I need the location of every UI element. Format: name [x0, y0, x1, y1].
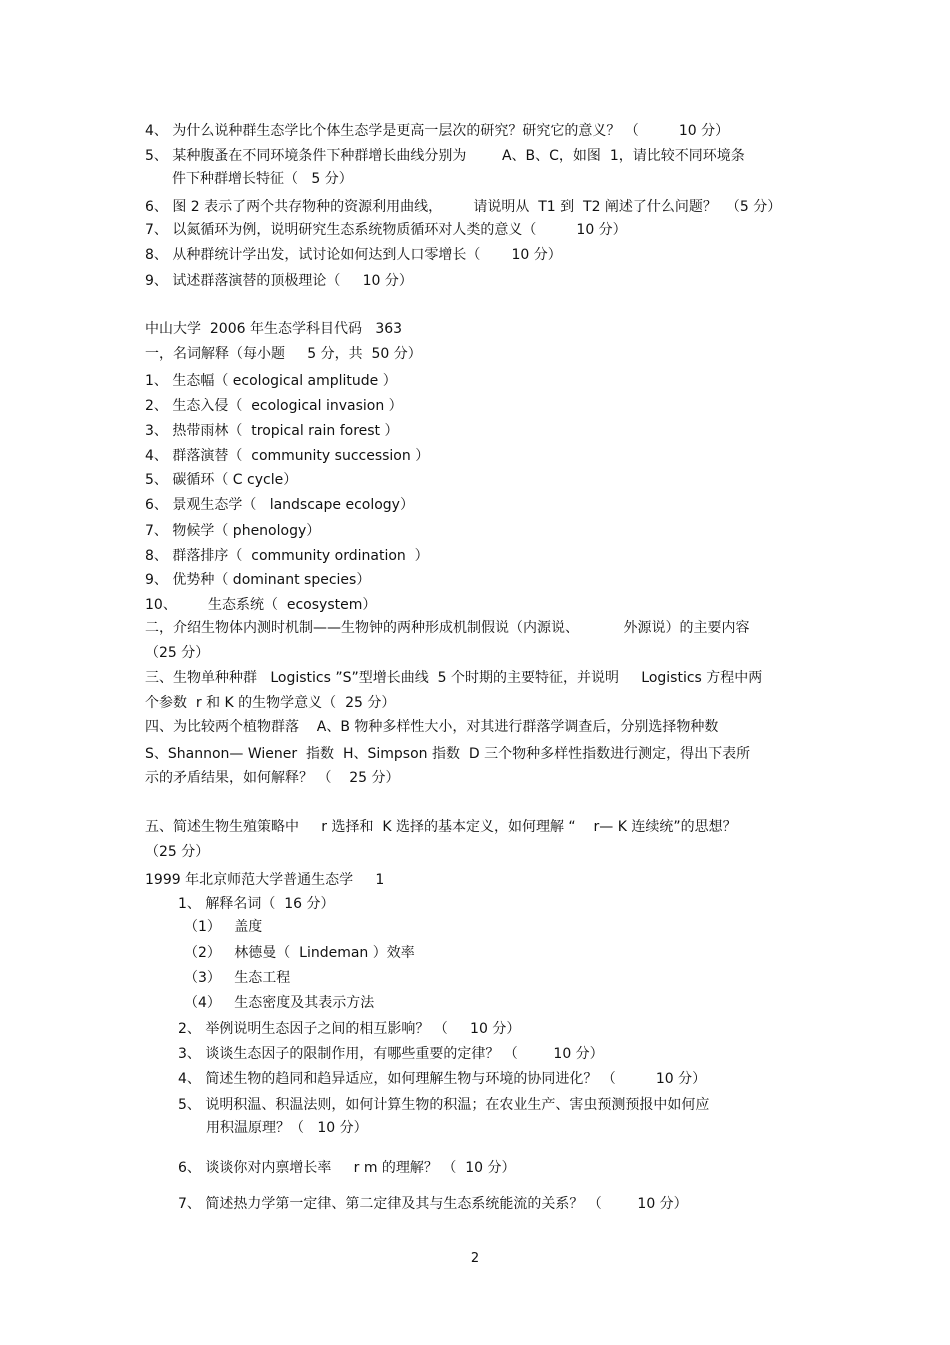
text-line: （3） 生态工程 [184, 970, 291, 986]
text-line: 2、 生态入侵（ ecological invasion ） [145, 398, 403, 414]
text-line: 用积温原理？（ 10 分） [206, 1120, 368, 1136]
text-line: 1999 年北京师范大学普通生态学 1 [145, 872, 385, 888]
text-line: 3、 谈谈生态因子的限制作用，有哪些重要的定律？ （ 10 分） [178, 1046, 604, 1062]
text-line: 1、 生态幅（ ecological amplitude ） [145, 373, 397, 389]
text-line: （4） 生态密度及其表示方法 [184, 995, 375, 1011]
text-line: 三、生物单种种群 Logistics ”S”型增长曲线 5 个时期的主要特征，并说明 Logistics 方程中两 [145, 670, 763, 686]
page-number: 2 [470, 1251, 480, 1266]
text-line: 中山大学 2006 年生态学科目代码 363 [145, 321, 403, 337]
text-line: 6、 谈谈你对内禀增长率 r m 的理解？ （ 10 分） [178, 1160, 516, 1176]
text-line: 7、 简述热力学第一定律、第二定律及其与生态系统能流的关系？ （ 10 分） [178, 1196, 688, 1212]
text-line: 件下种群增长特征（ 5 分） [172, 171, 353, 187]
text-line: 5、 碳循环（ C cycle） [145, 472, 298, 488]
text-line: 9、 试述群落演替的顶极理论（ 10 分） [145, 273, 413, 289]
text-line: （25 分） [145, 645, 210, 661]
text-line: 8、 从种群统计学出发，试讨论如何达到人口零增长（ 10 分） [145, 247, 562, 263]
text-line: 二，介绍生物体内测时机制——生物钟的两种形成机制假说（内源说、 外源说）的主要内容 [145, 620, 750, 636]
text-line: 4、 简述生物的趋同和趋异适应，如何理解生物与环境的协同进化？ （ 10 分） [178, 1071, 707, 1087]
text-line: 5、 某种腹蚤在不同环境条件下种群增长曲线分别为 A、B、C，如图 1，请比较不同环境条 [145, 148, 745, 164]
text-line: 2、 举例说明生态因子之间的相互影响？ （ 10 分） [178, 1021, 521, 1037]
text-line: 4、 群落演替（ community succession ） [145, 448, 430, 464]
text-line: 个参数 r 和 K 的生物学意义（ 25 分） [145, 695, 396, 711]
text-line: （1） 盖度 [184, 919, 263, 935]
text-line: （2） 林德曼（ Lindeman ）效率 [184, 945, 415, 961]
text-line: 示的矛盾结果，如何解释？ （ 25 分） [145, 770, 400, 786]
text-line: 9、 优势种（ dominant species） [145, 572, 371, 588]
text-line: （25 分） [145, 844, 210, 860]
text-line: 3、 热带雨林（ tropical rain forest ） [145, 423, 399, 439]
text-line: S、Shannon— Wiener 指数 H、Simpson 指数 D 三个物种多样性指数进行测定，得出下表所 [145, 746, 751, 762]
text-line: 四、为比较两个植物群落 A、B 物种多样性大小，对其进行群落学调查后，分别选择物种数 [145, 719, 719, 735]
text-line: 8、 群落排序（ community ordination ） [145, 548, 429, 564]
text-line: 4、 为什么说种群生态学比个体生态学是更高一层次的研究？研究它的意义？ （ 10 分） [145, 123, 730, 139]
text-line: 一，名词解释（每小题 5 分，共 50 分） [145, 346, 422, 362]
text-line: 五、简述生物生殖策略中 r 选择和 K 选择的基本定义，如何理解 “ r— K 连续统”的思想？ [145, 819, 737, 835]
text-line: 7、 以氮循环为例，说明研究生态系统物质循环对人类的意义（ 10 分） [145, 222, 627, 238]
text-line: 5、 说明积温、积温法则，如何计算生物的积温；在农业生产、害虫预测预报中如何应 [178, 1097, 710, 1113]
text-line: 6、 景观生态学（ landscape ecology） [145, 497, 414, 513]
text-line: 10、 生态系统（ ecosystem） [145, 597, 377, 613]
text-line: 6、 图 2 表示了两个共存物种的资源利用曲线， 请说明从 T1 到 T2 阐述了什么问题？ （5 分） [145, 199, 782, 215]
text-line: 7、 物候学（ phenology） [145, 523, 321, 539]
text-line: 1、 解释名词（ 16 分） [178, 896, 335, 912]
